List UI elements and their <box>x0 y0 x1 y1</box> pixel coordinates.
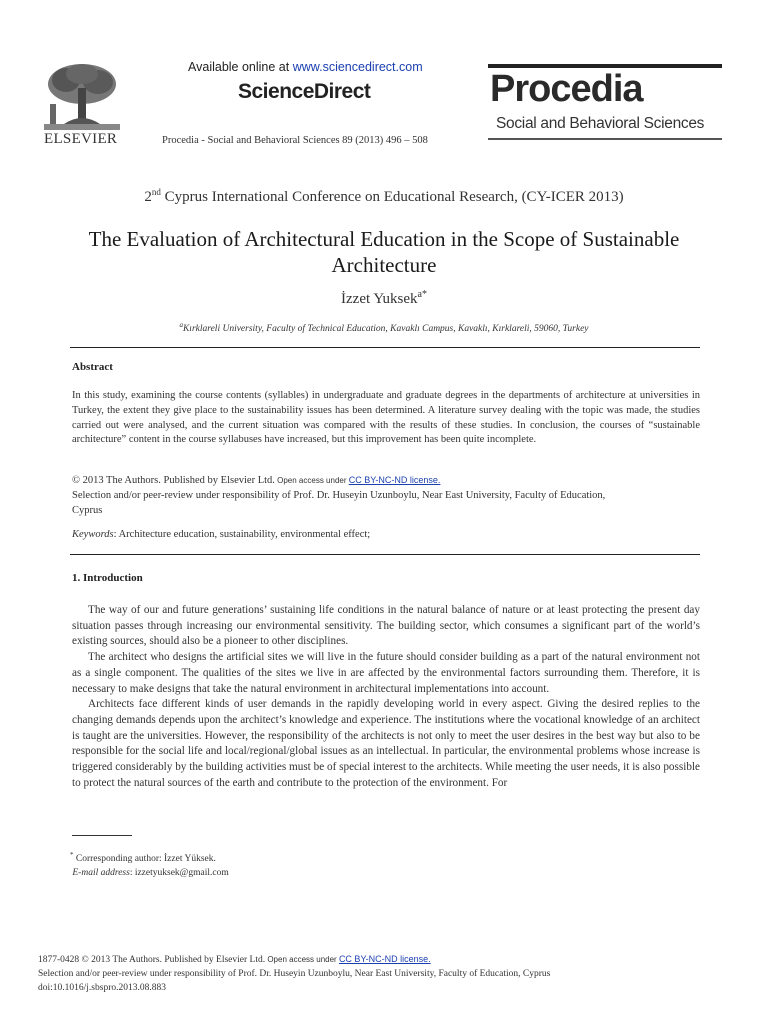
elsevier-tree-logo <box>44 62 120 130</box>
review-line-2: Cyprus <box>72 505 103 516</box>
footnote <box>70 848 229 880</box>
keywords-line <box>72 529 370 540</box>
footer-copyright: 1877-0428 © 2013 The Authors. Published by Elsevier Ltd. <box>38 955 266 965</box>
conference-name: Cyprus International Conference on Educational Research, (CY-ICER 2013) <box>160 189 624 205</box>
procedia-bottom-rule <box>488 138 722 140</box>
keywords-label: Keywords <box>72 529 114 540</box>
journal-logo-title: Procedia <box>490 68 643 110</box>
footer-license-link[interactable]: CC BY-NC-ND license. <box>338 954 431 964</box>
abstract-text: In this study, examining the course contents (syllables) in undergraduate and graduate degrees in the departments of architecture at universities in Turkey, the extent they give place to the sustainability issues has been determined. A literature survey dealing with the topic was made, the studies carried out were analysed, and the current situation was compared with the results of these studies. In conclusion, the courses of “sustainable architecture” content in the course syllabuses have increased, but this improvement has been quite incomplete. <box>72 390 700 446</box>
availability-prefix: Available online at <box>188 60 293 74</box>
publisher-name: ELSEVIER <box>44 131 118 147</box>
conference-line <box>0 187 768 206</box>
introduction-body <box>72 603 700 791</box>
footer-review: Selection and/or peer-review under responsibility of Prof. Dr. Huseyin Uzunboylu, Near East University, Faculty of Education, Cyprus <box>38 969 551 980</box>
author-marks: a* <box>417 289 427 300</box>
footnote-mark: * <box>70 851 74 859</box>
abstract-bottom-rule <box>70 554 700 555</box>
conference-ordinal: 2 <box>144 189 152 205</box>
open-access-label: Open access under <box>274 476 349 485</box>
conference-ordinal-suffix: nd <box>151 187 161 197</box>
sciencedirect-wordmark: ScienceDirect <box>238 80 371 103</box>
corresponding-author: Corresponding author: İzzet Yüksek. <box>75 854 216 865</box>
affiliation-mark: a <box>179 321 183 329</box>
journal-logo-subtitle: Social and Behavioral Sciences <box>496 115 705 132</box>
journal-reference: Procedia - Social and Behavioral Sciences 89 (2013) 496 – 508 <box>162 135 428 146</box>
author-name: İzzet Yuksek <box>341 291 418 307</box>
affiliation <box>0 321 768 334</box>
footnote-rule <box>72 835 132 836</box>
article-title: The Evaluation of Architectural Education in the Scope of Sustainable Architecture <box>88 227 680 277</box>
copyright-text: © 2013 The Authors. Published by Elsevier Ltd. <box>72 475 275 486</box>
license-link[interactable]: CC BY-NC-ND license. <box>348 475 441 485</box>
email-label: E-mail address <box>72 868 130 879</box>
introduction-heading: 1. Introduction <box>72 572 143 584</box>
paragraph: Architects face different kinds of user demands in the rapidly developing world in every aspect. Giving the desired replies to the changing demands depends upon the architect’s knowledge and experience. The institutions where the vocational knowledge of an architect is taught are the universities. However, the responsibility of the architects is not only to meet the user desires in the best way but also to be responsible for the social life and local/regional/global issues as an intellectual. In particular, the environmental problems whose increase is triggered considerably by the building activities must be of special interest to the architects. While meeting the user needs, it is also possible to protect the natural sources of the earth and contribute to the protection of the environment. For <box>72 698 700 789</box>
abstract-heading: Abstract <box>72 361 113 373</box>
affiliation-text: Kırklareli University, Faculty of Technical Education, Kavaklı Campus, Kavaklı, Kırklareli, 59060, Turkey <box>182 324 589 335</box>
review-line-1: Selection and/or peer-review under responsibility of Prof. Dr. Huseyin Uzunboylu, Near East University, Faculty of Education, <box>72 490 606 501</box>
author-line <box>0 289 768 308</box>
page-footer <box>38 952 550 996</box>
abstract-top-rule <box>70 347 700 348</box>
paragraph: The architect who designs the artificial sites we will live in the future should consider building as a part of the natural environment not as a single component. The qualities of the sites we live in are affected by the environmental factors surrounding them. Therefore, it is necessary to make designs that take the natural environment in architectural implementations into account. <box>72 651 700 695</box>
doi[interactable]: doi:10.1016/j.sbspro.2013.08.883 <box>38 983 166 994</box>
keywords-text: : Architecture education, sustainability, environmental effect; <box>113 529 371 540</box>
email-address[interactable]: : izzetyuksek@gmail.com <box>129 868 229 879</box>
availability-line <box>188 60 423 74</box>
copyright-block <box>72 473 700 518</box>
footer-open-access: Open access under <box>265 955 339 964</box>
sciencedirect-link[interactable]: www.sciencedirect.com <box>292 60 423 74</box>
paragraph: The way of our and future generations’ sustaining life conditions in the natural balance of nature or at least protecting the present day situation passes through increasing our environmental sensitivity. The building sector, which consumes a significant part of the world’s existing sources, should also be a pioneer to other disciplines. <box>72 604 700 648</box>
